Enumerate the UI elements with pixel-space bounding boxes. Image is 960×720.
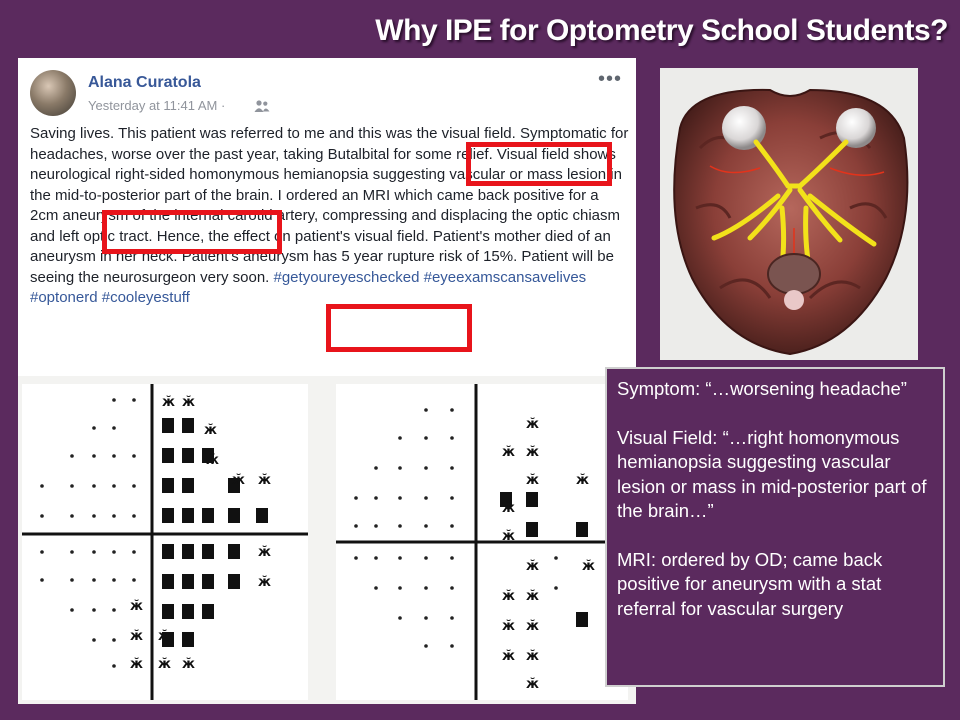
highlight-mri [102,210,282,254]
visual-field-text: Visual Field: “…right homonymous hemianopsia suggesting vascular lesion or mass in mid-posterior part of the brain…” [617,426,927,521]
svg-text:ӂ: ӂ [258,575,271,590]
svg-text:ӂ: ӂ [526,619,539,634]
svg-text:ӂ: ӂ [182,395,195,410]
svg-text:ӂ: ӂ [502,589,515,604]
facebook-post [18,58,636,704]
svg-text:ӂ: ӂ [182,657,195,672]
post-text: Saving lives. This patient was referred to me and this was the visual field. Symptomatic for headaches, worse over the past year, taking Butalbital for some relief. Visual field shows neurological right-sided homonymous hemianopsia suggesting vascular or mass lesion in the mid-to-posterior part of the brain. I ordered an MRI which came back positive for a 2cm aneurysm of the internal carotid artery, compressing and displacing the optic chiasm and left optic tract. Hence, the effect on patient's visual field. Patient's mother died of an aneurysm in her neck. Patient's aneurysm has 5 year rupture risk of 15%. Patient will be seeing the neurosurgeon very soon. [30,125,629,286]
svg-text:ӂ: ӂ [576,473,589,488]
svg-text:ӂ: ӂ [130,629,143,644]
svg-text:ӂ: ӂ [526,559,539,574]
timestamp-text: Yesterday at 11:41 AM [88,98,218,113]
svg-text:ӂ: ӂ [502,529,515,544]
svg-text:ӂ: ӂ [162,395,175,410]
svg-text:ӂ: ӂ [204,423,217,438]
post-timestamp[interactable] [88,98,225,113]
visual-field-chart-right [336,384,628,700]
svg-text:ӂ: ӂ [502,501,515,516]
svg-text:ӂ: ӂ [526,445,539,460]
svg-text:ӂ: ӂ [206,453,219,468]
brain-model-photo [660,68,918,360]
slide-title: Why IPE for Optometry School Students? [375,14,948,47]
svg-text:ӂ: ӂ [526,473,539,488]
visual-field-chart-left [22,384,308,700]
more-options-icon[interactable]: ••• [597,68,622,90]
svg-text:ӂ: ӂ [502,649,515,664]
visual-field-images [18,376,636,704]
symptom-text: Symptom: “…worsening headache” [617,378,907,399]
svg-text:ӂ: ӂ [158,657,171,672]
friends-icon [254,99,270,113]
svg-text:ӂ: ӂ [232,473,245,488]
summary-panel [605,367,945,687]
svg-text:ӂ: ӂ [502,619,515,634]
svg-text:ӂ: ӂ [526,417,539,432]
avatar[interactable] [30,70,76,116]
svg-text:ӂ: ӂ [582,559,595,574]
svg-text:ӂ: ӂ [130,657,143,672]
highlight-butalbital [466,142,612,186]
svg-text:ӂ: ӂ [130,599,143,614]
svg-text:ӂ: ӂ [258,473,271,488]
svg-text:ӂ: ӂ [158,629,171,644]
highlight-neurosurgeon [326,304,472,352]
post-author[interactable]: Alana Curatola [88,74,201,91]
post-hashtags[interactable]: #getyoureyeschecked #eyeexamscansavelives #optonerd #cooleyestuff [30,268,587,306]
svg-text:ӂ: ӂ [526,677,539,692]
svg-text:ӂ: ӂ [526,589,539,604]
timestamp-separator: · [217,98,226,113]
svg-text:ӂ: ӂ [526,649,539,664]
svg-text:ӂ: ӂ [258,545,271,560]
svg-text:ӂ: ӂ [502,445,515,460]
mri-text: MRI: ordered by OD; came back positive for aneurysm with a stat referral for vascular surgery [617,548,883,619]
